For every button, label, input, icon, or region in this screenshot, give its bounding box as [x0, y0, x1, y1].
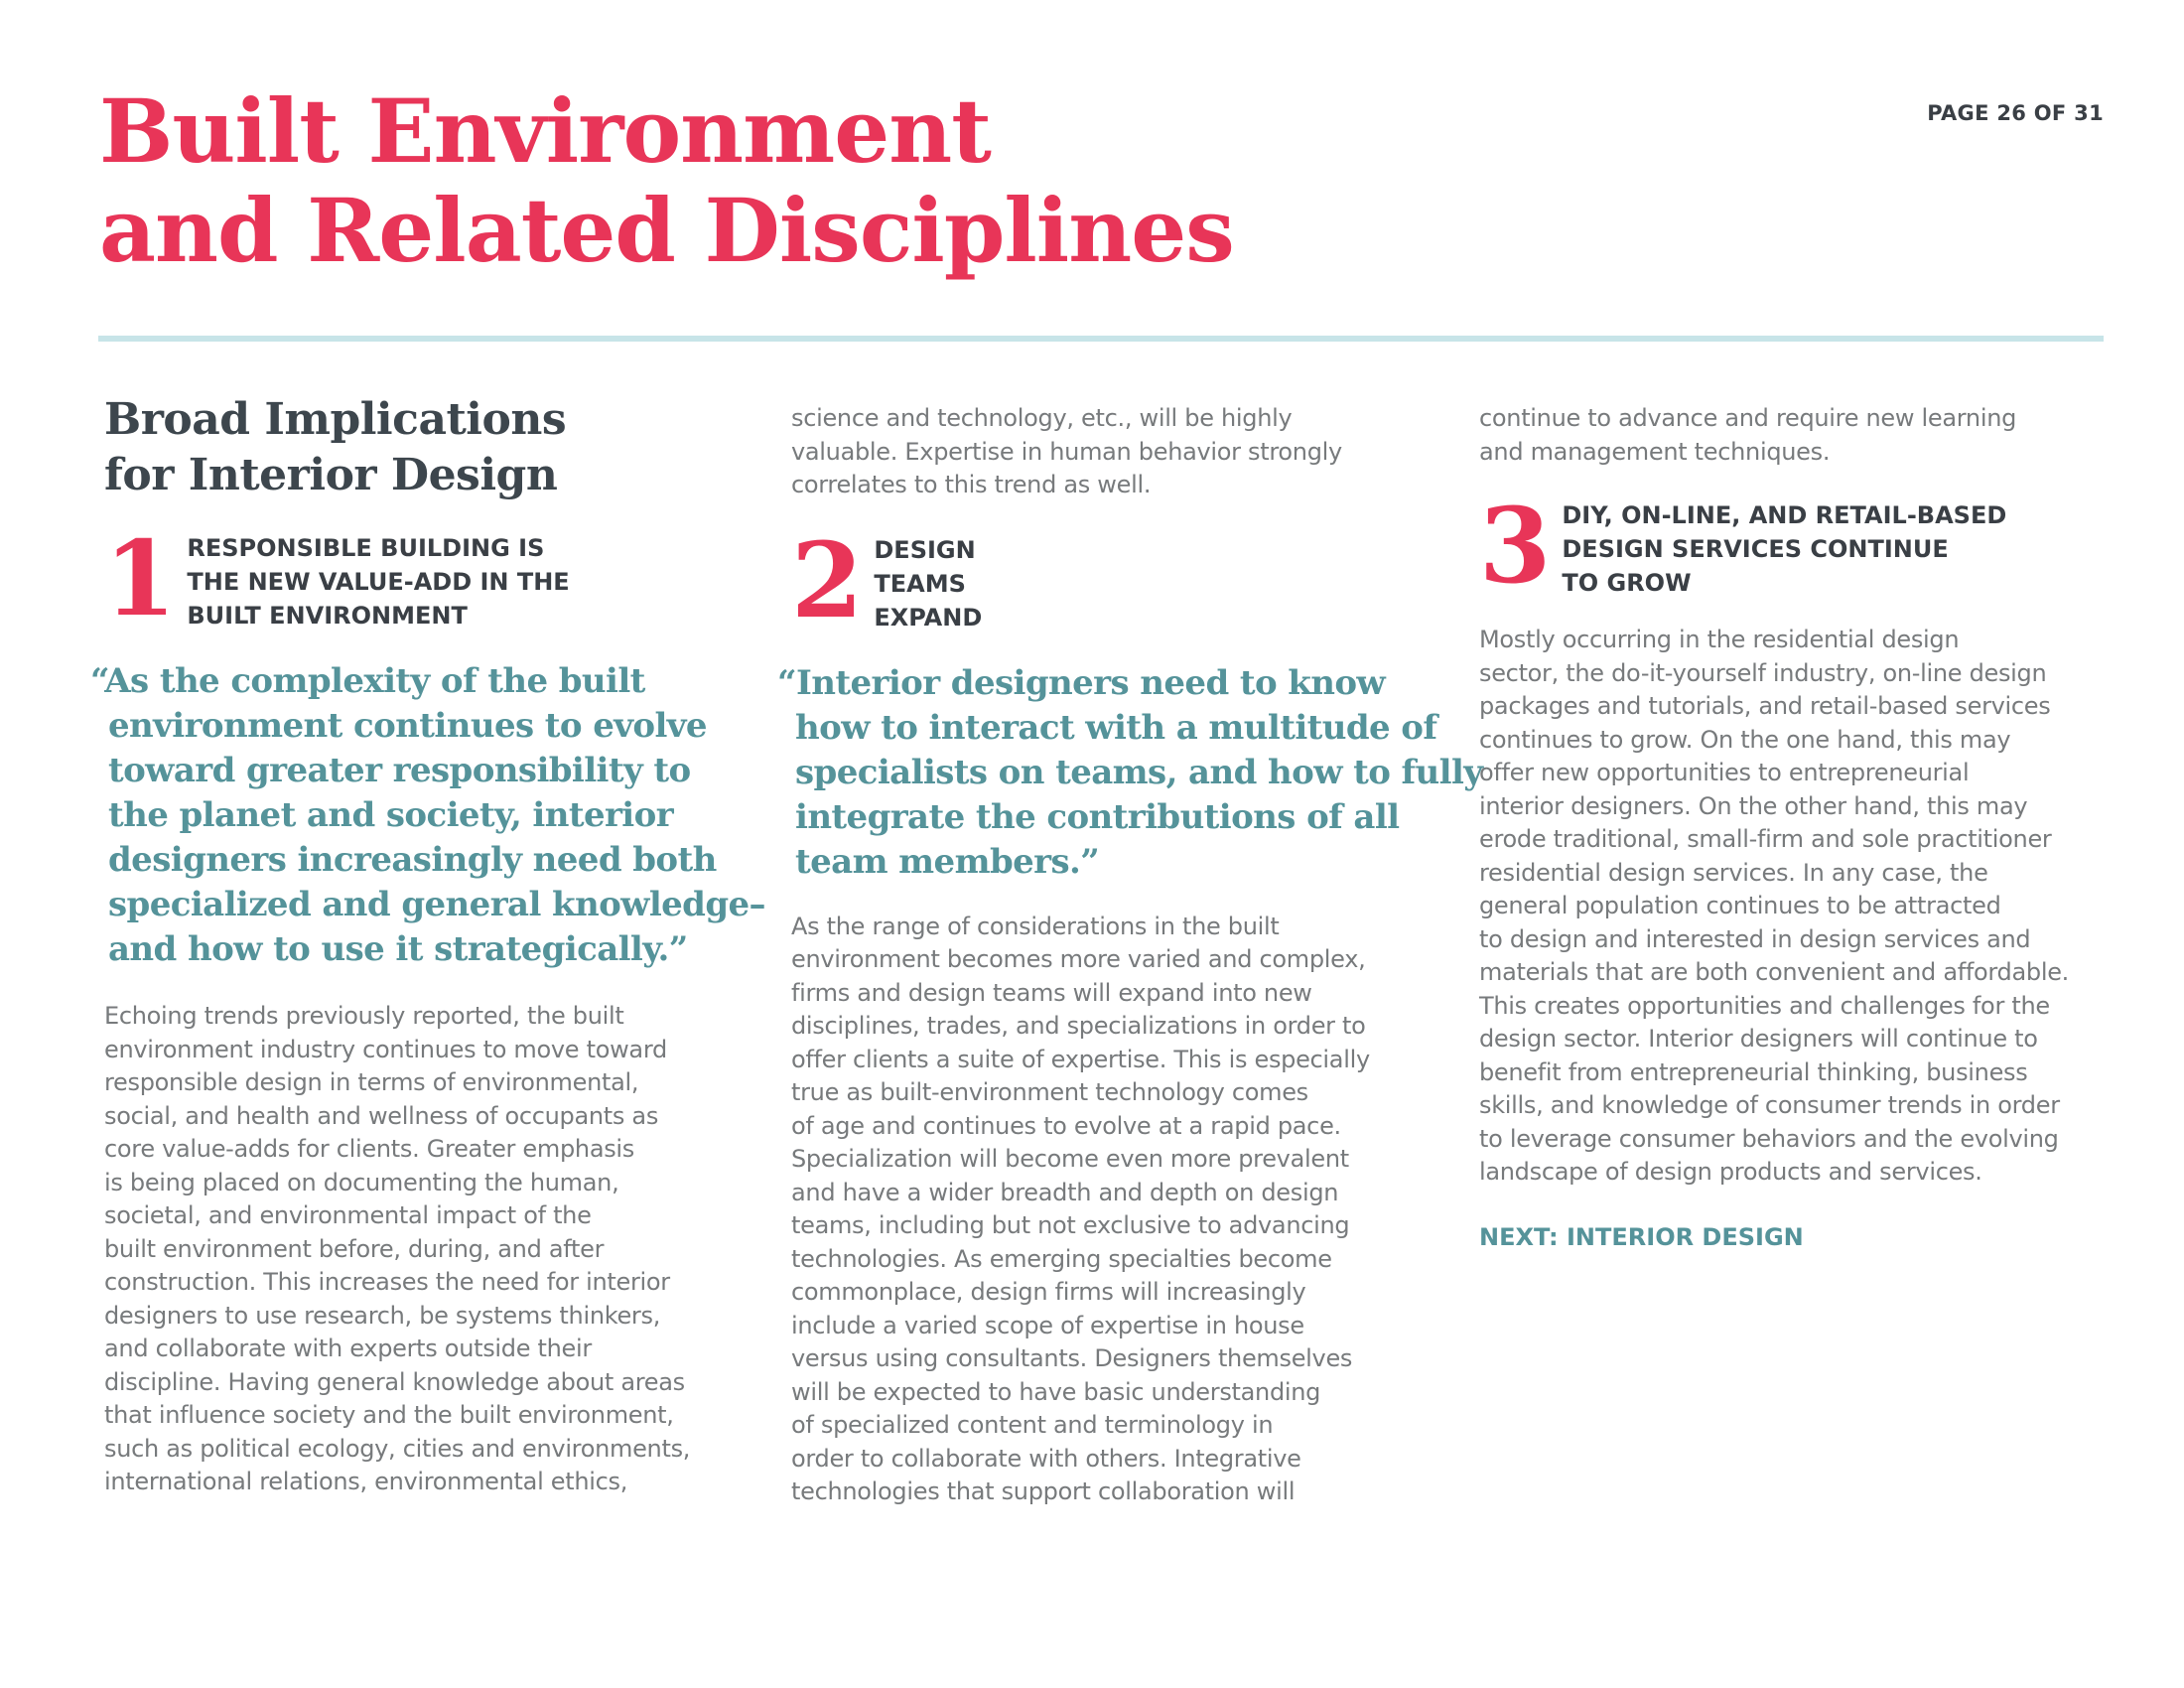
quote-line: environment continues to evolve [108, 706, 707, 746]
page-title-line-2: and Related Disciplines [99, 179, 1234, 282]
body-line: sector, the do-it-yourself industry, on-line design [1479, 658, 2047, 687]
body-line: international relations, environmental ethics, [104, 1468, 628, 1495]
item-3-header [1479, 485, 2115, 607]
body-line: Specialization will become even more prevalent [791, 1145, 1349, 1173]
item-3-number: 3 [1479, 485, 1549, 607]
quote-line: “Interior designers need to know [777, 662, 1386, 703]
item-1-title-line: BUILT ENVIRONMENT [187, 602, 468, 630]
page-title [99, 81, 1234, 280]
body-line: materials that are both convenient and affordable. [1479, 958, 2069, 986]
quote-line: designers increasingly need both [108, 840, 717, 880]
item-2-body-continued [1479, 402, 2115, 469]
body-line: and have a wider breadth and depth on design [791, 1178, 1339, 1206]
item-1-number: 1 [104, 517, 174, 639]
body-line: residential design services. In any case, the [1479, 858, 1988, 887]
quote-line: and how to use it strategically.” [108, 929, 688, 969]
section-heading-line-1: Broad Implications [104, 394, 567, 445]
body-line: environment becomes more varied and complex, [791, 945, 1366, 973]
body-line: core value-adds for clients. Greater emphasis [104, 1135, 635, 1163]
body-line: erode traditional, small-firm and sole practitioner [1479, 825, 2052, 853]
item-1-title [187, 527, 569, 633]
quote-line: toward greater responsibility to [108, 751, 691, 790]
body-line: skills, and knowledge of consumer trends in order [1479, 1091, 2060, 1119]
body-line: landscape of design products and services. [1479, 1158, 1982, 1186]
body-line: technologies. As emerging specialties become [791, 1244, 1332, 1273]
body-line: environment industry continues to move toward [104, 1035, 667, 1063]
body-line: benefit from entrepreneurial thinking, business [1479, 1057, 2028, 1086]
body-line: to design and interested in design services and [1479, 924, 2031, 953]
body-line: As the range of considerations in the built [791, 912, 1280, 940]
item-3-title-line: TO GROW [1562, 569, 1692, 597]
item-2-quote [777, 661, 1483, 885]
quote-line: integrate the contributions of all [795, 796, 1400, 837]
body-line: interior designers. On the other hand, this may [1479, 791, 2028, 820]
body-line: that influence society and the built environment, [104, 1401, 674, 1429]
section-heading [104, 392, 740, 503]
section-heading-line-2: for Interior Design [104, 450, 558, 500]
quote-line: “As the complexity of the built [90, 661, 645, 701]
item-1-header [104, 517, 740, 639]
body-line: versus using consultants. Designers themselves [791, 1344, 1353, 1372]
item-2-header [791, 518, 1407, 641]
body-line: order to collaborate with others. Integrative [791, 1444, 1301, 1473]
body-line: of specialized content and terminology in [791, 1411, 1274, 1439]
body-line: responsible design in terms of environmental, [104, 1068, 639, 1096]
body-line: This creates opportunities and challenges for the [1479, 991, 2050, 1020]
body-line: technologies that support collaboration will [791, 1477, 1296, 1505]
body-line: is being placed on documenting the human, [104, 1168, 619, 1196]
body-line: and collaborate with experts outside their [104, 1335, 592, 1362]
body-line: continues to grow. On the one hand, this may [1479, 725, 2011, 754]
body-line: include a varied scope of expertise in house [791, 1311, 1304, 1339]
body-line: correlates to this trend as well. [791, 471, 1152, 498]
item-2-number: 2 [791, 518, 861, 641]
body-line: social, and health and wellness of occupants as [104, 1101, 659, 1130]
body-line: continue to advance and require new learning [1479, 404, 2017, 432]
body-line: to leverage consumer behaviors and the evolving [1479, 1124, 2059, 1153]
next-section-link[interactable]: NEXT: INTERIOR DESIGN [1479, 1222, 1804, 1251]
item-2-title-line: TEAMS [874, 569, 966, 598]
quote-line: team members.” [795, 841, 1100, 882]
item-3-title [1562, 494, 2006, 600]
body-line: firms and design teams will expand into new [791, 978, 1312, 1007]
item-1-body [104, 1000, 740, 1499]
body-line: design sector. Interior designers will continue to [1479, 1025, 2038, 1053]
item-2-title [874, 529, 982, 634]
body-line: Echoing trends previously reported, the built [104, 1002, 624, 1030]
quote-line: the planet and society, interior [108, 795, 674, 835]
quote-line: specialists on teams, and how to fully [795, 752, 1483, 792]
body-line: disciplines, trades, and specializations in order to [791, 1012, 1366, 1040]
item-3-title-line: DIY, ON-LINE, AND RETAIL-BASED [1562, 501, 2007, 529]
page-indicator: PAGE 26 OF 31 [1927, 101, 2104, 125]
header-divider [98, 336, 2104, 342]
item-2-title-line: EXPAND [874, 603, 983, 632]
body-line: general population continues to be attracted [1479, 892, 2001, 919]
body-line: valuable. Expertise in human behavior strongly [791, 437, 1342, 466]
body-line: offer new opportunities to entrepreneurial [1479, 759, 1970, 786]
body-line: teams, including but not exclusive to advancing [791, 1211, 1350, 1239]
body-line: societal, and environmental impact of the [104, 1201, 592, 1229]
body-line: packages and tutorials, and retail-based services [1479, 692, 2051, 720]
item-1-title-line: THE NEW VALUE-ADD IN THE [187, 568, 570, 596]
column-1 [90, 392, 765, 1499]
body-line: and management techniques. [1479, 437, 1831, 466]
body-line: built environment before, during, and after [104, 1234, 605, 1263]
body-line: of age and continues to evolve at a rapid pace. [791, 1111, 1341, 1140]
quote-line: how to interact with a multitude of [795, 707, 1437, 748]
body-line: designers to use research, be systems thinkers, [104, 1301, 661, 1330]
body-line: true as built-environment technology comes [791, 1078, 1308, 1106]
item-3-title-line: DESIGN SERVICES CONTINUE [1562, 535, 1949, 563]
body-line: commonplace, design firms will increasingly [791, 1278, 1306, 1306]
quote-line: specialized and general knowledge– [108, 885, 765, 924]
item-2-body [791, 911, 1407, 1509]
item-1-quote [90, 659, 765, 972]
body-line: Mostly occurring in the residential design [1479, 626, 1960, 653]
item-2-title-line: DESIGN [874, 535, 976, 564]
body-line: will be expected to have basic understanding [791, 1377, 1321, 1406]
body-line: construction. This increases the need for interior [104, 1268, 670, 1296]
body-line: science and technology, etc., will be highly [791, 404, 1293, 432]
body-line: such as political ecology, cities and environments, [104, 1434, 691, 1463]
item-1-body-continued [791, 402, 1407, 502]
body-line: discipline. Having general knowledge about areas [104, 1367, 685, 1396]
item-1-title-line: RESPONSIBLE BUILDING IS [187, 534, 545, 562]
item-3-body [1479, 624, 2115, 1190]
body-line: offer clients a suite of expertise. This is especially [791, 1045, 1370, 1073]
page-title-line-1: Built Environment [99, 79, 991, 183]
column-2 [777, 402, 1483, 1509]
column-3 [1479, 402, 2115, 1251]
